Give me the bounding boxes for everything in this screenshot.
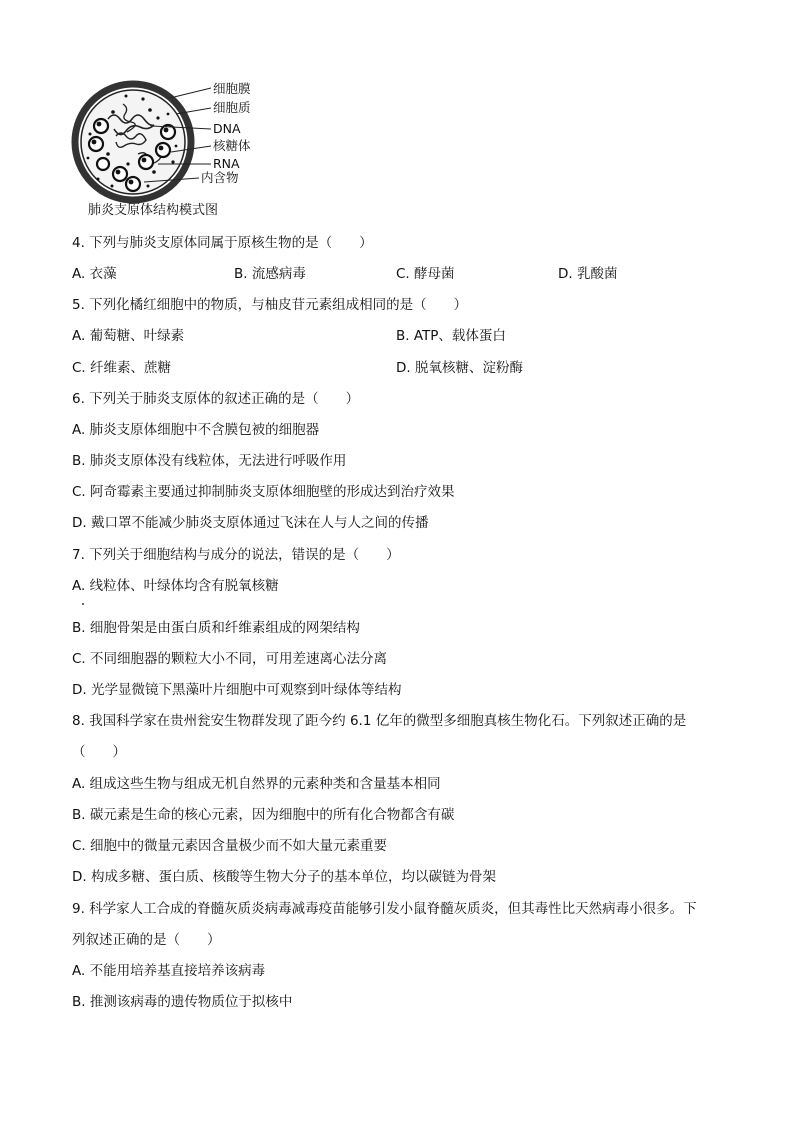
q4-option-a: A. 衣藻 xyxy=(72,266,117,282)
q7-stem: 7. 下列关于细胞结构与成分的说法，错误的是（ ） xyxy=(72,547,400,563)
label-ribosome: 核糖体 xyxy=(213,138,251,153)
q7-option-d: D. 光学显微镜下黑藻叶片细胞中可观察到叶绿体等结构 xyxy=(72,682,402,698)
q4-option-c: C. 酵母菌 xyxy=(396,266,455,282)
q4-option-d: D. 乳酸菌 xyxy=(558,266,618,282)
q6-stem: 6. 下列关于肺炎支原体的叙述正确的是（ ） xyxy=(72,391,360,407)
stray-dot xyxy=(82,603,84,605)
q6-option-b: B. 肺炎支原体没有线粒体，无法进行呼吸作用 xyxy=(72,453,347,469)
q7-option-a: A. 线粒体、叶绿体均含有脱氧核糖 xyxy=(72,578,279,594)
q9-option-a: A. 不能用培养基直接培养该病毒 xyxy=(72,963,266,979)
q5-option-a: A. 葡萄糖、叶绿素 xyxy=(72,328,185,344)
q7-option-b: B. 细胞骨架是由蛋白质和纤维素组成的网架结构 xyxy=(72,620,360,636)
q8-stem-line1: 8. 我国科学家在贵州瓮安生物群发现了距今约 6.1 亿年的微型多细胞真核生物化石。下列叙述正确的是 xyxy=(72,713,687,729)
q8-option-d: D. 构成多糖、蛋白质、核酸等生物大分子的基本单位，均以碳链为骨架 xyxy=(72,869,496,885)
q6-option-a: A. 肺炎支原体细胞中不含膜包被的细胞器 xyxy=(72,422,320,438)
q5-option-d: D. 脱氧核糖、淀粉酶 xyxy=(396,360,523,376)
q8-stem-line2: （ ） xyxy=(72,744,126,760)
q9-stem-line2: 列叙述正确的是（ ） xyxy=(72,932,221,948)
label-inclusion: 内含物 xyxy=(201,170,239,185)
q9-option-b: B. 推测该病毒的遗传物质位于拟核中 xyxy=(72,994,293,1010)
q8-option-a: A. 组成这些生物与组成无机自然界的元素种类和含量基本相同 xyxy=(72,776,441,792)
figure-caption: 肺炎支原体结构模式图 xyxy=(88,203,219,218)
q8-option-b: B. 碳元素是生命的核心元素，因为细胞中的所有化合物都含有碳 xyxy=(72,807,455,823)
q5-option-c: C. 纤维素、蔗糖 xyxy=(72,360,172,376)
q4-stem: 4. 下列与肺炎支原体同属于原核生物的是（ ） xyxy=(72,235,373,251)
label-dna: DNA xyxy=(213,121,241,136)
q4-option-b: B. 流感病毒 xyxy=(234,266,306,282)
q8-option-c: C. 细胞中的微量元素因含量极少而不如大量元素重要 xyxy=(72,838,388,854)
q5-option-b: B. ATP、载体蛋白 xyxy=(396,328,506,344)
label-cell-membrane: 细胞膜 xyxy=(213,81,251,96)
q9-stem-line1: 9. 科学家人工合成的脊髓灰质炎病毒减毒疫苗能够引发小鼠脊髓灰质炎，但其毒性比天然病毒小很多。下 xyxy=(72,901,697,917)
q7-option-c: C. 不同细胞器的颗粒大小不同，可用差速离心法分离 xyxy=(72,651,388,667)
q5-stem: 5. 下列化橘红细胞中的物质，与柚皮苷元素组成相同的是（ ） xyxy=(72,297,468,313)
q6-option-d: D. 戴口罩不能减少肺炎支原体通过飞沫在人与人之间的传播 xyxy=(72,515,429,531)
label-rna: RNA xyxy=(213,156,240,171)
label-cytoplasm: 细胞质 xyxy=(213,100,251,115)
q6-option-c: C. 阿奇霉素主要通过抑制肺炎支原体细胞壁的形成达到治疗效果 xyxy=(72,484,455,500)
